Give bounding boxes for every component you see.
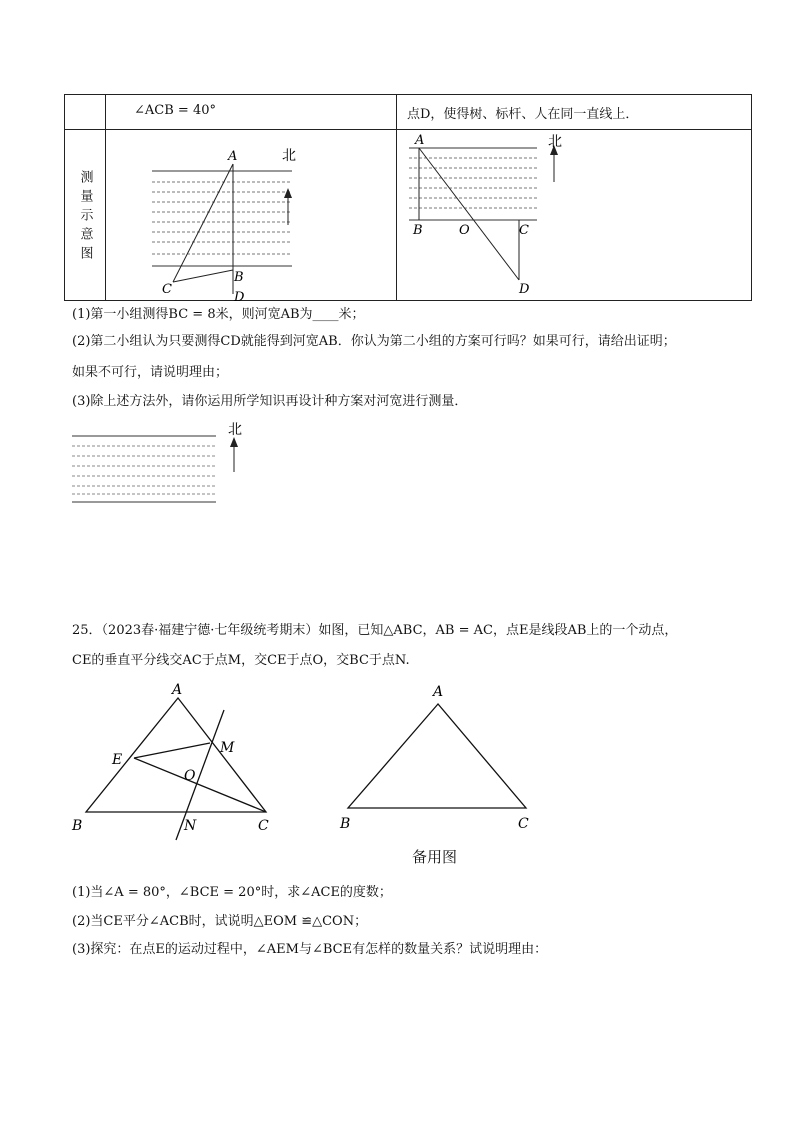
q25-line2: CE的垂直平分线交AC于点M，交CE于点O，交BC于点N. bbox=[72, 653, 410, 668]
method-text: 点D，使得树、标杆、人在同一直线上． bbox=[407, 107, 639, 122]
q25-line1: 25．（2023春·福建宁德·七年级统考期末）如图，已知△ABC，AB = AC，点E是线段AB上的一个动点， bbox=[72, 623, 678, 638]
spare-figure-caption: 备用图 bbox=[412, 848, 458, 866]
tri1-label-a: A bbox=[172, 682, 183, 698]
tri1-label-m: M bbox=[220, 740, 235, 756]
fig2-label-o: O bbox=[459, 223, 470, 238]
fig2-label-d: D bbox=[519, 282, 530, 297]
triangle-figure-main bbox=[60, 680, 300, 840]
tri2-label-c: C bbox=[518, 816, 529, 832]
fig1-north-label: 北 bbox=[282, 148, 296, 164]
measurement-table bbox=[64, 94, 752, 305]
table-cell-angle bbox=[106, 95, 397, 130]
tri2-label-a: A bbox=[433, 684, 444, 700]
tri1-label-c: C bbox=[258, 818, 269, 834]
tri1-label-o: O bbox=[184, 768, 196, 784]
fig3-north-label: 北 bbox=[228, 422, 242, 438]
river-diagram-1 bbox=[106, 130, 396, 305]
fig1-label-a: A bbox=[228, 149, 238, 164]
fig2-label-c: C bbox=[519, 223, 529, 238]
angle-acb-text: ∠ACB = 40° bbox=[134, 103, 216, 118]
q24-part2b: 如果不可行，请说明理由； bbox=[72, 365, 229, 380]
triangle-figure-spare bbox=[330, 680, 550, 840]
tri2-label-b: B bbox=[340, 816, 351, 832]
q24-part1: (1)第一小组测得BC = 8米，则河宽AB为____米； bbox=[72, 307, 365, 322]
fig2-label-b: B bbox=[413, 223, 423, 238]
diagram-row-label: 测量示意图 bbox=[77, 170, 93, 265]
fig2-label-a: A bbox=[415, 133, 425, 148]
q25-part2: (2)当CE平分∠ACB时，试说明△EOM ≌△CON； bbox=[72, 914, 368, 929]
q25-part3: (3)探究：在点E的运动过程中，∠AEM与∠BCE有怎样的数量关系？试说明理由： bbox=[72, 942, 548, 957]
q25-part1: (1)当∠A = 80°，∠BCE = 20°时，求∠ACE的度数； bbox=[72, 885, 392, 900]
table-cell-figure-2 bbox=[397, 130, 752, 301]
table-row-label-cell bbox=[65, 130, 106, 301]
q24-part3: (3)除上述方法外，请你运用所学知识再设计种方案对河宽进行测量． bbox=[72, 394, 468, 409]
river-diagram-2 bbox=[397, 130, 751, 296]
table-cell-method bbox=[397, 95, 752, 130]
tri1-label-b: B bbox=[72, 818, 83, 834]
tri1-label-n: N bbox=[184, 818, 197, 834]
blank-river-diagram bbox=[70, 416, 260, 512]
fig1-label-d: D bbox=[234, 290, 245, 305]
table-corner-cell bbox=[65, 95, 106, 130]
table-cell-figure-1 bbox=[106, 130, 397, 305]
fig2-north-label: 北 bbox=[548, 134, 562, 150]
fig1-label-b: B bbox=[234, 270, 244, 285]
fig1-label-c: C bbox=[162, 282, 172, 297]
tri1-label-e: E bbox=[112, 752, 123, 768]
q24-part2a: (2)第二小组认为只要测得CD就能得到河宽AB．你认为第二小组的方案可行吗？如果可行，请给出证明； bbox=[72, 334, 676, 349]
